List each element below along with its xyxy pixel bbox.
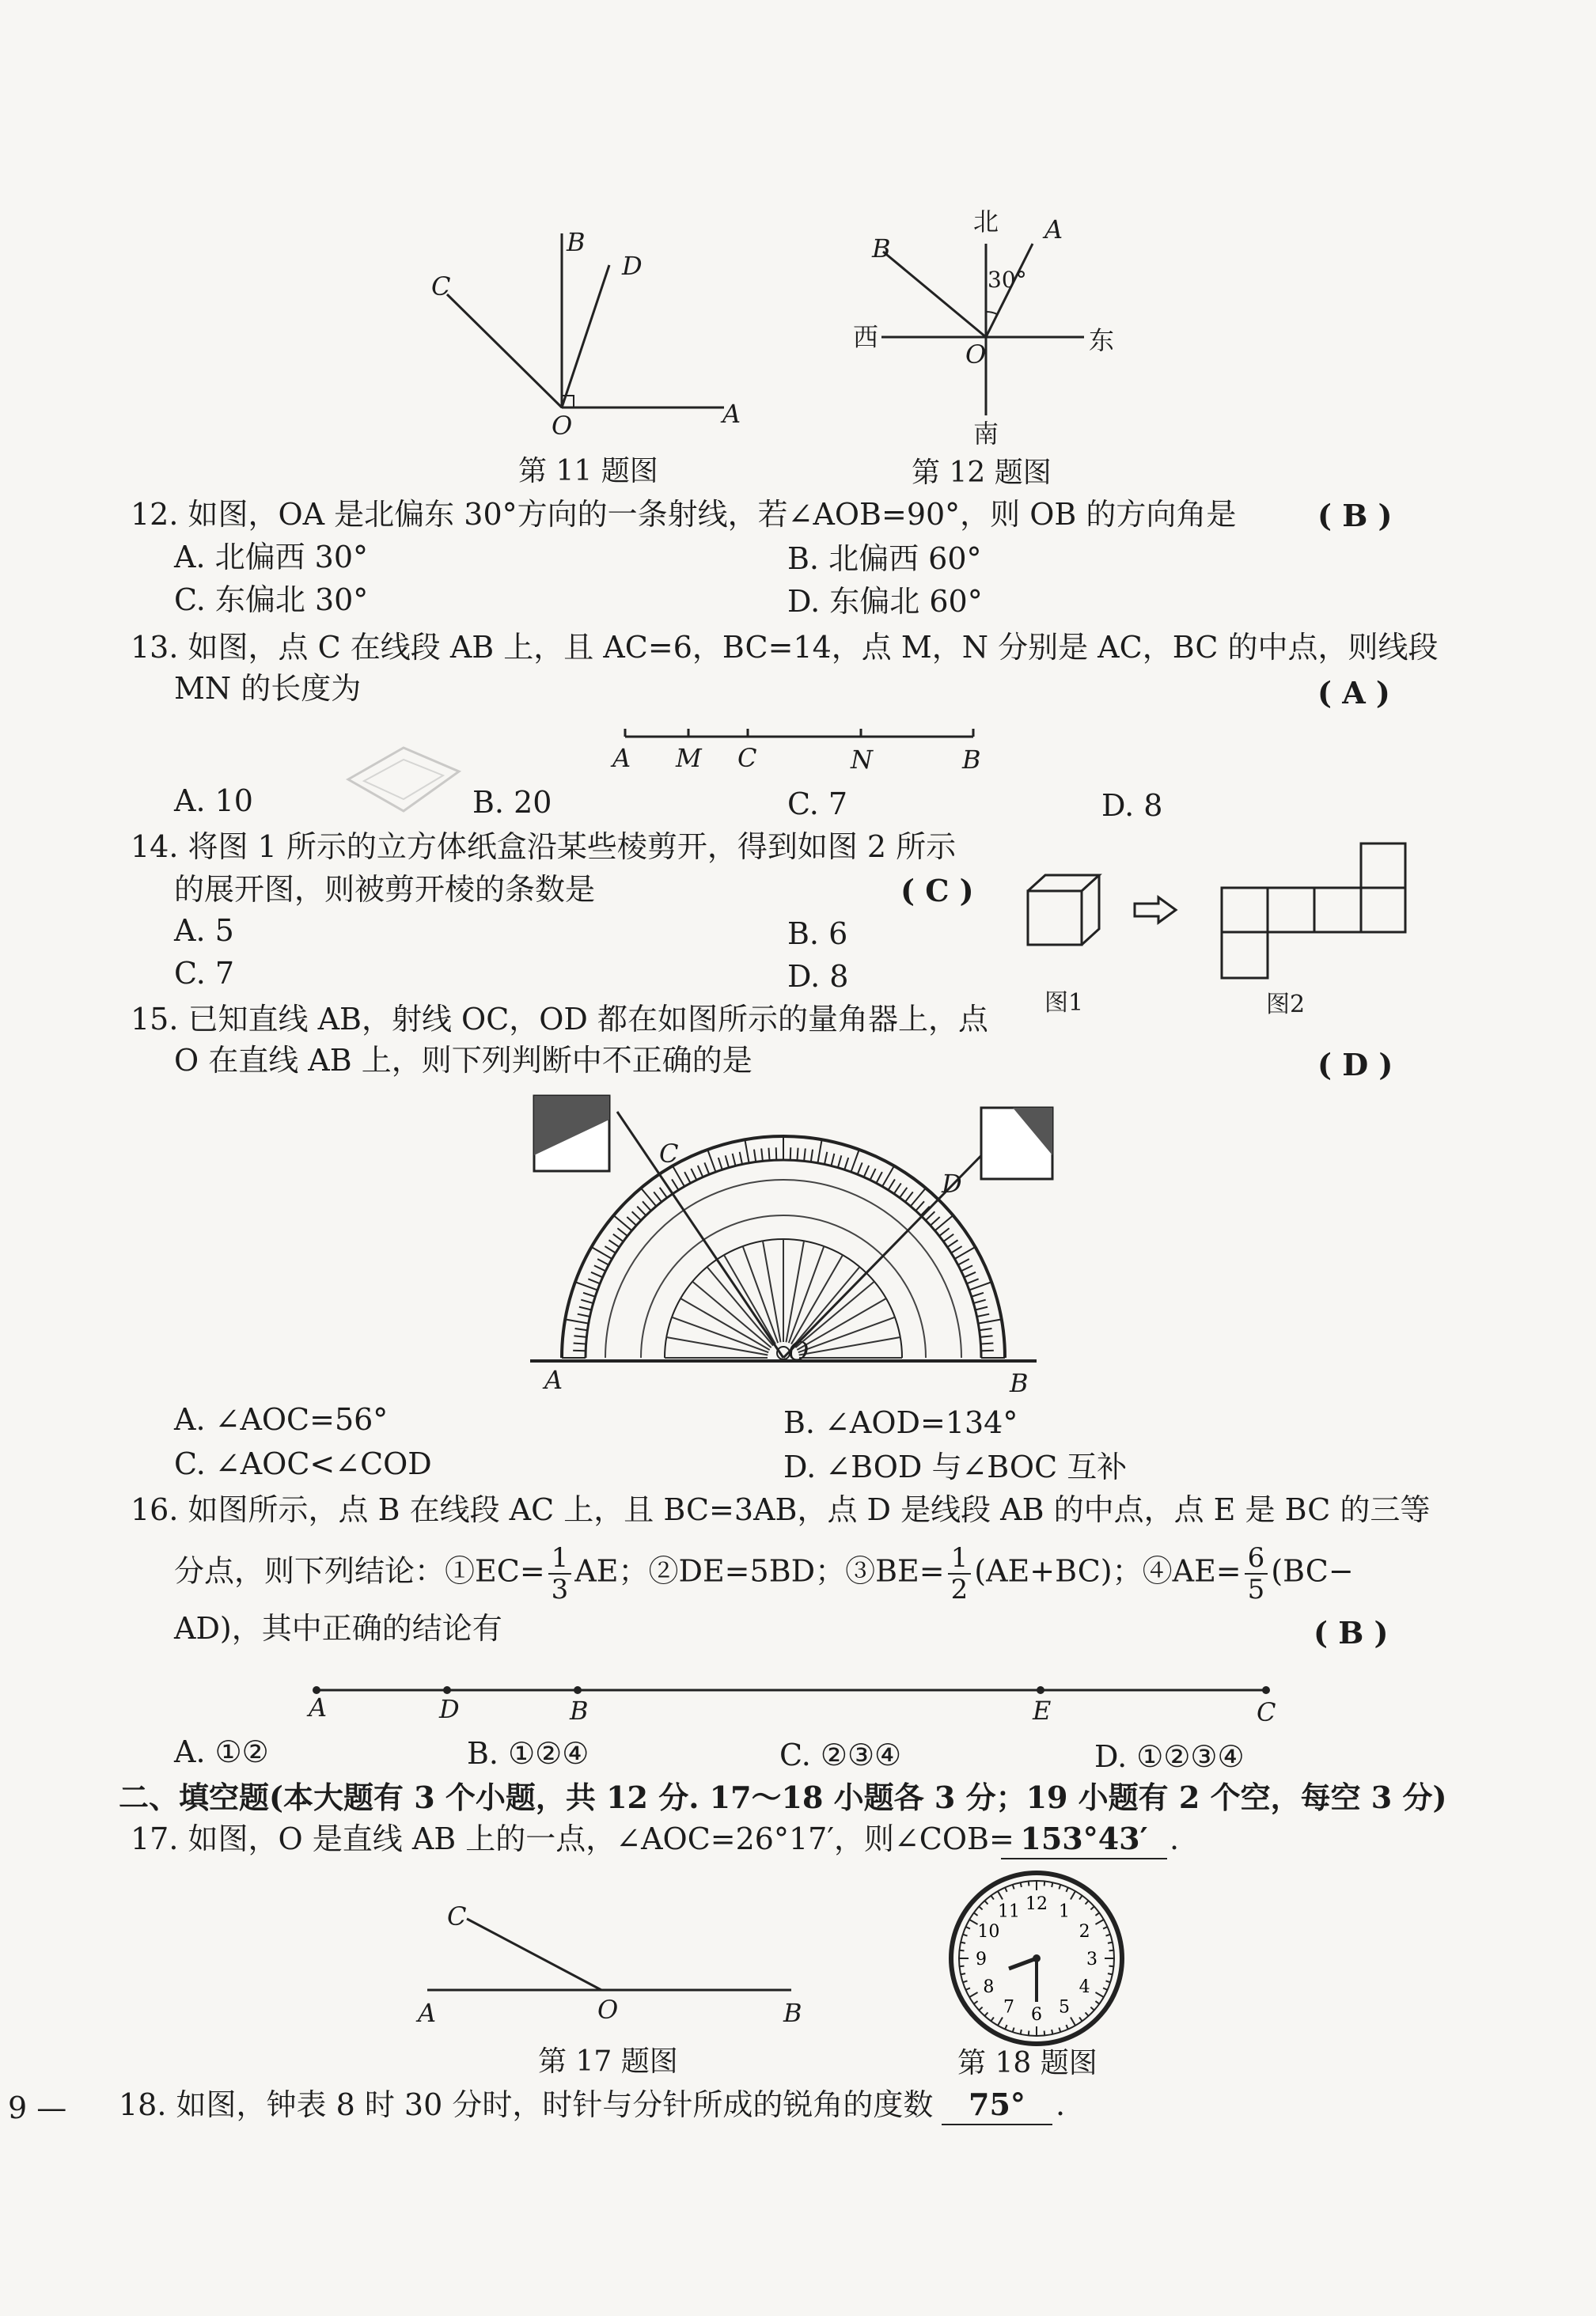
- q15-stem-line2: O 在直线 AB 上，则下列判断中不正确的是: [174, 1043, 753, 1078]
- clock-tick: [1071, 1891, 1075, 1899]
- protractor-tick: [980, 1343, 993, 1344]
- q12-option-c: C. 东偏北 30°: [174, 582, 369, 617]
- clock-tick: [1095, 2001, 1099, 2004]
- clock-tick: [1059, 1885, 1060, 1890]
- protractor-tick: [776, 1147, 777, 1160]
- clock-number: 7: [1003, 1997, 1014, 2018]
- q15-answer: ( D ): [1317, 1047, 1393, 1082]
- protractor-tick: [905, 1192, 913, 1202]
- clock-tick: [1021, 1882, 1022, 1887]
- clock-number: 12: [1025, 1894, 1048, 1914]
- clock-tick: [991, 1896, 994, 1900]
- q13-stem-line1: 13. 如图，点 C 在线段 AB 上，且 AC=6，BC=14，点 M，N 分别是 AC，BC 的中点，则线段: [131, 630, 1439, 665]
- q13-segment-figure: [617, 724, 981, 756]
- clock-tick: [1095, 1912, 1099, 1916]
- protractor-tick: [691, 1169, 696, 1180]
- q14-stem-line1: 14. 将图 1 所示的立方体纸盒沿某些棱剪开，得到如图 2 所示: [131, 829, 957, 864]
- protractor-tick: [637, 1207, 646, 1216]
- protractor-tick: [858, 1162, 862, 1174]
- clock-tick: [969, 1920, 977, 1924]
- protractor-tick: [627, 1217, 636, 1226]
- clock-tick: [1090, 1906, 1094, 1909]
- fraction-denominator: 3: [551, 1574, 569, 1605]
- protractor-tick: [605, 1246, 616, 1253]
- clock-tick: [1079, 1896, 1082, 1900]
- clock-number: 4: [1079, 1977, 1090, 1997]
- q13-label-n: N: [851, 745, 873, 775]
- fig11-label-a: A: [722, 399, 741, 429]
- protractor-tick: [943, 1234, 953, 1241]
- q15-option-c: C. ∠AOC<∠COD: [174, 1446, 432, 1481]
- q14-fig1-label: 图1: [1044, 989, 1084, 1017]
- q17-stem: 17. 如图，O 是直线 AB 上的一点，∠AOC=26°17′，则∠COB=: [131, 1821, 1014, 1856]
- q16-fraction-3: [1245, 1543, 1268, 1605]
- fig12-label-a: A: [1044, 214, 1063, 244]
- clock-tick: [991, 2017, 994, 2021]
- q14-option-d: D. 8: [787, 959, 849, 994]
- protractor-tick: [958, 1259, 969, 1265]
- fig11-label-b: B: [567, 227, 586, 257]
- q12-option-d: D. 东偏北 60°: [787, 584, 983, 619]
- q15-label-a: A: [544, 1365, 563, 1395]
- protractor-tick: [565, 1319, 589, 1323]
- figure-11: [427, 222, 760, 443]
- fig11-caption: 第 11 题图: [518, 455, 658, 487]
- clock-tick: [1086, 2012, 1089, 2015]
- q18-end-dot: .: [1056, 2087, 1066, 2122]
- fig11-label-o: O: [552, 411, 573, 441]
- clock-tick: [979, 1906, 982, 1909]
- clock-tick: [1109, 1966, 1113, 1967]
- q15-label-o: O: [788, 1336, 809, 1366]
- q13-label-a: A: [612, 743, 631, 773]
- q16-label-c: C: [1257, 1697, 1276, 1727]
- q14-option-b: B. 6: [787, 916, 848, 951]
- q16-line2-part-c: (AE+BC)；④AE=: [974, 1553, 1242, 1589]
- q13-label-m: M: [676, 743, 702, 773]
- protractor-tick: [581, 1300, 593, 1303]
- protractor-tick: [575, 1282, 597, 1290]
- protractor-tick: [768, 1148, 769, 1161]
- q14-answer: ( C ): [900, 873, 974, 908]
- clock-tick: [1066, 1887, 1067, 1891]
- fig12-label-south: 南: [973, 419, 999, 449]
- protractor-tick: [817, 1139, 821, 1163]
- q16-fraction-2: [948, 1543, 972, 1605]
- protractor-tick: [761, 1148, 763, 1161]
- clock-number: 1: [1059, 1901, 1070, 1922]
- q15-label-d: D: [942, 1169, 962, 1199]
- q16-line2-part-a: 分点，则下列结论：①EC=: [174, 1553, 545, 1589]
- protractor-tick: [726, 1155, 729, 1167]
- section-fill-in-heading: 二、填空题(本大题有 3 个小题，共 12 分. 17～18 小题各 3 分；19 小题有 2 个空，每空 3 分): [119, 1780, 1447, 1815]
- protractor-tick: [583, 1293, 595, 1297]
- protractor-tick: [754, 1150, 756, 1162]
- protractor-tick: [851, 1150, 859, 1172]
- protractor-tick: [574, 1336, 586, 1337]
- protractor-tick: [575, 1329, 588, 1330]
- fig11-label-d: D: [622, 251, 643, 281]
- protractor-tick: [632, 1211, 642, 1220]
- protractor-tick: [838, 1155, 841, 1167]
- q13-answer: ( A ): [1317, 675, 1390, 711]
- q16-label-a: A: [309, 1692, 328, 1723]
- protractor-tick: [980, 1336, 993, 1337]
- q13-option-c: C. 7: [787, 787, 848, 821]
- clock-tick: [1095, 1920, 1103, 1924]
- q16-line1: 16. 如图所示，点 B 在线段 AC 上，且 BC=3AB，点 D 是线段 AB 的中点，点 E 是 BC 的三等: [131, 1492, 1431, 1527]
- clock-number: 8: [983, 1977, 995, 1997]
- clock-tick: [979, 2007, 982, 2011]
- q13-label-b: B: [962, 745, 981, 775]
- q15-label-c: C: [659, 1139, 679, 1169]
- q15-protractor-figure: [522, 1092, 1092, 1377]
- clock-tick: [1090, 2007, 1094, 2011]
- q14-net-figure: [1219, 840, 1408, 983]
- q12-answer: ( B ): [1317, 498, 1393, 533]
- protractor-tick: [643, 1201, 651, 1211]
- q13-option-a: A. 10: [174, 783, 253, 818]
- clock-tick: [1044, 2030, 1045, 2035]
- protractor-tick: [976, 1307, 988, 1310]
- protractor-tick: [704, 1162, 709, 1174]
- clock-number: 10: [977, 1922, 1000, 1942]
- clock-tick: [974, 1912, 978, 1916]
- clock-tick: [1105, 1981, 1110, 1982]
- clock-tick: [984, 2012, 988, 2015]
- protractor-tick: [978, 1319, 1002, 1323]
- q14-option-c: C. 7: [174, 956, 235, 991]
- clock-tick: [1021, 2030, 1022, 2034]
- protractor-tick: [591, 1272, 603, 1278]
- clock-number: 6: [1031, 2005, 1042, 2025]
- clock-tick: [965, 1927, 969, 1928]
- q13-stem-line2: MN 的长度为: [174, 671, 362, 706]
- clock-tick: [969, 1992, 977, 1997]
- protractor-tick: [894, 1183, 901, 1193]
- protractor-tick: [825, 1152, 827, 1165]
- q16-option-c: C. ②③④: [779, 1738, 902, 1772]
- clock-number: 5: [1059, 1997, 1070, 2018]
- protractor-tick: [980, 1329, 992, 1330]
- q13-label-c: C: [737, 743, 757, 773]
- q17-caption: 第 17 题图: [538, 2045, 678, 2078]
- q14-cube-figure: [1025, 870, 1104, 950]
- q17-answer-blank: 153°43′: [1001, 1820, 1167, 1859]
- clock-tick: [1103, 1988, 1107, 1989]
- clock-tick: [1013, 1885, 1014, 1890]
- fraction-numerator: 1: [548, 1543, 572, 1575]
- clock-number: 11: [998, 1901, 1020, 1922]
- clock-tick: [963, 1935, 968, 1936]
- clock-tick: [974, 2001, 978, 2004]
- clock-tick: [1095, 1992, 1103, 1997]
- protractor-tick: [718, 1158, 722, 1169]
- protractor-tick: [574, 1343, 586, 1344]
- q16-option-d: D. ①②③④: [1094, 1739, 1245, 1774]
- clock-tick: [965, 1988, 969, 1989]
- q15-option-a: A. ∠AOC=56°: [174, 1402, 389, 1437]
- clock-tick: [960, 1950, 965, 1951]
- protractor-tick: [797, 1148, 798, 1161]
- fig12-label-east: 东: [1089, 325, 1115, 355]
- q16-option-a: A. ①②: [174, 1734, 269, 1769]
- protractor-tick: [935, 1215, 953, 1230]
- q15-option-b: B. ∠AOD=134°: [783, 1405, 1018, 1440]
- protractor-tick: [973, 1300, 985, 1303]
- clock-tick: [1108, 1973, 1113, 1974]
- protractor-tick: [876, 1172, 882, 1183]
- protractor-tick: [733, 1154, 736, 1166]
- fig12-angle-label: 30°: [988, 267, 1027, 293]
- q12-option-b: B. 北偏西 60°: [787, 541, 982, 576]
- protractor-tick: [740, 1152, 742, 1165]
- fraction-numerator: 6: [1245, 1543, 1268, 1575]
- protractor-tick: [684, 1172, 691, 1183]
- clock-tick: [998, 2017, 1003, 2025]
- fig12-caption: 第 12 题图: [912, 457, 1052, 489]
- fig11-label-c: C: [431, 271, 451, 301]
- q12-stem: 12. 如图，OA 是北偏东 30°方向的一条射线，若∠AOB=90°，则 OB 的方向角是: [131, 497, 1237, 532]
- clock-tick: [998, 1891, 1003, 1899]
- protractor-tick: [900, 1188, 907, 1198]
- q16-label-d: D: [439, 1694, 460, 1724]
- clock-tick: [1071, 2017, 1075, 2025]
- protractor-tick: [951, 1246, 962, 1253]
- protractor-tick: [926, 1211, 935, 1220]
- q16-line2-part-d: (BC−: [1271, 1553, 1354, 1589]
- fraction-numerator: 1: [948, 1543, 972, 1575]
- q16-label-b: B: [570, 1696, 589, 1726]
- q16-fraction-1: [548, 1543, 572, 1605]
- fig12-label-north: 北: [973, 207, 999, 237]
- protractor-tick: [594, 1265, 605, 1271]
- protractor-tick: [972, 1293, 984, 1297]
- fig12-label-west: 西: [853, 322, 879, 352]
- clock-tick: [1005, 2025, 1007, 2029]
- protractor-tick: [745, 1139, 749, 1163]
- protractor-tick: [831, 1154, 834, 1166]
- q12-option-a: A. 北偏西 30°: [174, 540, 369, 574]
- protractor-tick: [588, 1279, 600, 1283]
- fraction-denominator: 2: [950, 1574, 969, 1605]
- protractor-tick: [608, 1240, 619, 1247]
- figure-12: [870, 222, 1108, 443]
- protractor-tick: [617, 1228, 627, 1236]
- q16-line2-part-b: AE；②DE=5BD；③BE=: [574, 1553, 945, 1589]
- protractor-tick: [939, 1228, 950, 1236]
- clock-tick: [960, 1966, 965, 1967]
- q14-arrow-icon: [1132, 894, 1179, 926]
- clock-tick: [1005, 1887, 1007, 1891]
- protractor-tick: [864, 1166, 870, 1177]
- protractor-tick: [870, 1169, 876, 1180]
- q18-answer-blank: 75°: [942, 2086, 1052, 2125]
- q17-label-c: C: [447, 1901, 467, 1931]
- protractor-tick: [654, 1192, 662, 1202]
- protractor-tick: [811, 1150, 813, 1162]
- q17-label-b: B: [783, 1998, 802, 2028]
- protractor-tick: [578, 1314, 590, 1317]
- protractor-tick: [911, 1188, 926, 1207]
- q16-option-b: B. ①②④: [467, 1736, 589, 1771]
- clock-number: 3: [1086, 1950, 1097, 1969]
- q17-label-o: O: [597, 1995, 619, 2025]
- fraction-denominator: 5: [1247, 1574, 1265, 1605]
- protractor-tick: [977, 1314, 990, 1317]
- q15-option-d: D. ∠BOD 与∠BOC 互补: [783, 1450, 1128, 1484]
- clock-tick: [1044, 1882, 1045, 1886]
- q15-stem-line1: 15. 已知直线 AB，射线 OC，OD 都在如图所示的量角器上，点: [131, 1002, 988, 1037]
- q16-line2: [174, 1543, 1354, 1605]
- clock-tick: [1109, 1950, 1113, 1951]
- page-number: 9 —: [8, 2090, 67, 2125]
- watermark-stamp: [340, 732, 467, 827]
- q16-label-e: E: [1033, 1696, 1052, 1726]
- fig12-label-o: O: [965, 339, 987, 370]
- protractor-tick: [790, 1147, 791, 1160]
- protractor-tick: [613, 1234, 624, 1241]
- protractor-tick: [964, 1272, 976, 1278]
- clock-number: 2: [1079, 1922, 1090, 1942]
- clock-tick: [1079, 2017, 1082, 2021]
- protractor-tick: [961, 1265, 972, 1271]
- protractor-tick: [672, 1179, 678, 1190]
- clock-tick: [1059, 2027, 1060, 2032]
- protractor-tick: [804, 1148, 806, 1161]
- fig12-label-b: B: [872, 233, 891, 263]
- q17-end-dot: .: [1170, 1821, 1180, 1856]
- clock-tick: [1105, 1935, 1110, 1936]
- clock-tick: [1086, 1901, 1089, 1904]
- protractor-tick: [660, 1188, 667, 1198]
- protractor-tick: [698, 1166, 703, 1177]
- clock-tick: [984, 1901, 988, 1904]
- clock-tick: [1066, 2025, 1067, 2029]
- protractor-tick: [888, 1179, 894, 1190]
- q16-line3: AD)，其中正确的结论有: [174, 1611, 502, 1646]
- q14-stem-line2: 的展开图，则被剪开棱的条数是: [174, 872, 596, 907]
- clock-tick: [963, 1981, 968, 1982]
- q18-clock-figure: [946, 1867, 1128, 2049]
- protractor-tick: [931, 1217, 940, 1226]
- q17-figure: [419, 1899, 799, 2010]
- q13-option-d: D. 8: [1101, 788, 1163, 823]
- clock-number: 9: [976, 1950, 987, 1969]
- protractor-tick: [614, 1215, 632, 1230]
- q16-answer: ( B ): [1314, 1615, 1389, 1651]
- protractor-tick: [707, 1150, 715, 1172]
- protractor-tick: [844, 1158, 848, 1169]
- protractor-tick: [947, 1240, 957, 1247]
- q14-option-a: A. 5: [174, 913, 234, 948]
- protractor-tick: [967, 1279, 979, 1283]
- q15-label-b: B: [1010, 1368, 1029, 1398]
- clock-tick: [961, 1973, 965, 1974]
- protractor-tick: [579, 1307, 592, 1310]
- clock-tick: [1013, 2027, 1014, 2032]
- q18-caption: 第 18 题图: [957, 2047, 1097, 2079]
- protractor-tick: [597, 1259, 608, 1265]
- clock-tick: [1103, 1927, 1107, 1928]
- q17-label-a: A: [418, 1998, 437, 2028]
- q14-fig2-label: 图2: [1266, 991, 1306, 1018]
- protractor-tick: [969, 1282, 991, 1290]
- protractor-tick: [641, 1188, 656, 1207]
- q18-stem: 18. 如图，钟表 8 时 30 分时，时针与分针所成的锐角的度数: [119, 2087, 934, 2122]
- protractor-tick: [916, 1201, 924, 1211]
- q13-option-b: B. 20: [472, 785, 552, 820]
